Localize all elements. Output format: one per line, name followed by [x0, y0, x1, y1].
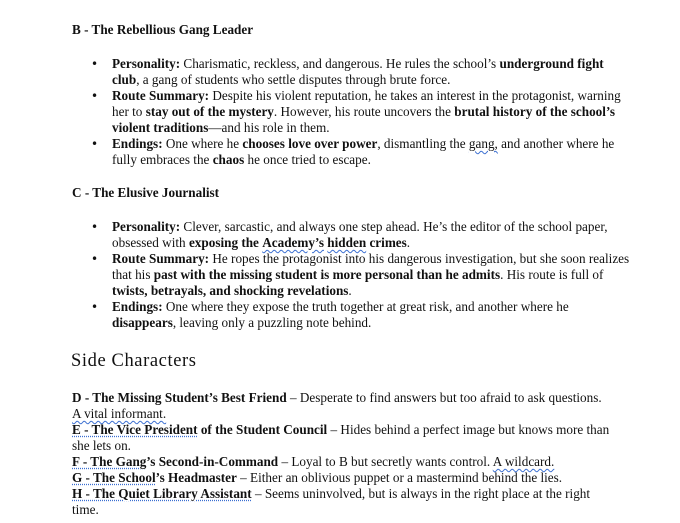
section-b-list: [72, 56, 632, 168]
route-summary-label: Route Summary:: [112, 88, 210, 103]
list-item: • Personality: Clever, sarcastic, and always one step ahead. He’s the editor of the school paper, obsessed with exposing the Academy’s hidden crimes.: [72, 219, 632, 251]
list-item: • Endings: One where they expose the truth together at great risk, and another where he disappears, leaving only a puzzling note behind.: [72, 299, 632, 331]
endings-label: Endings:: [112, 136, 163, 151]
side-character-f: F - The Gang’s Second-in-Command – Loyal to B but secretly wants control. A wildcard.: [72, 454, 555, 469]
side-character-h: H - The Quiet Library Assistant – Seems uninvolved, but is always in the right place at the right time.: [72, 486, 591, 517]
side-character-e: E - The Vice President of the Student Council – Hides behind a perfect image but knows more than she lets on.: [72, 422, 610, 453]
list-item: • Personality: Charismatic, reckless, and dangerous. He rules the school’s underground fight club, a gang of students who settle disputes through brute force.: [72, 56, 632, 88]
section-c-list: [72, 219, 632, 331]
route-summary-label: Route Summary:: [112, 251, 210, 266]
side-character-d: D - The Missing Student’s Best Friend – Desperate to find answers but too afraid to ask questions. A vital informant.: [72, 390, 602, 421]
spellcheck-flag: A wildcard.: [492, 454, 555, 469]
list-item: • Endings: One where he chooses love over power, dismantling the gang, and another where he fully embraces the chaos he once tried to escape.: [72, 136, 632, 168]
spellcheck-flag: hidden: [327, 235, 367, 250]
spellcheck-flag: gang,: [468, 136, 498, 151]
side-character-g: G - The School’s Headmaster – Either an oblivious puppet or a mastermind behind the lies.: [72, 470, 563, 485]
personality-label: Personality:: [112, 219, 181, 234]
list-item: • Route Summary: He ropes the protagonist into his dangerous investigation, but she soon realizes that his past with the missing student is more personal than he admits. His route is full of twists, betrayals, and shocking revelations.: [72, 251, 632, 299]
side-characters-list: [72, 390, 612, 518]
spellcheck-flag: Academy’s: [262, 235, 324, 250]
list-item: • Route Summary: Despite his violent reputation, he takes an interest in the protagonist, warning her to stay out of the mystery. However, his route uncovers the brutal history of the school’s violent traditions—and his role in them.: [72, 88, 632, 136]
spellcheck-flag: A vital informant.: [72, 406, 167, 421]
personality-label: Personality:: [112, 56, 181, 71]
endings-label: Endings:: [112, 299, 163, 314]
section-b-heading: B - The Rebellious Gang Leader: [72, 22, 254, 37]
section-c-heading: C - The Elusive Journalist: [72, 185, 220, 200]
side-characters-title: Side Characters: [71, 351, 197, 371]
